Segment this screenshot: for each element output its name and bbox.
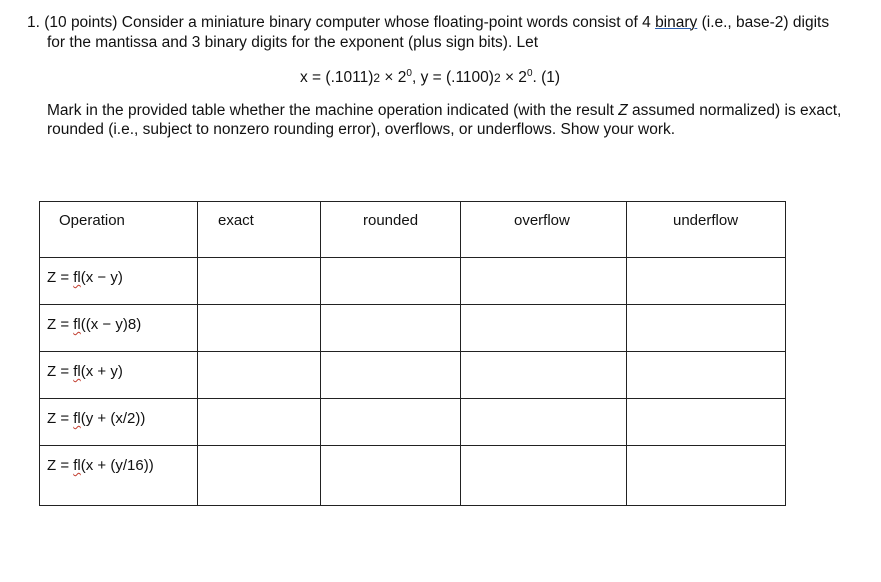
overflow-cell[interactable] <box>461 305 627 352</box>
table-header-row <box>40 202 786 258</box>
formula: $x = (.1011)2 \times 2^0$, $y = (.1100)2 \times 2^0$. (1) <box>300 67 561 86</box>
question-line-5: rounded (i.e., subject to nonzero rounding error), overflows, or underflows. Show your work. <box>47 121 676 138</box>
table-row <box>40 399 786 446</box>
table-row <box>40 258 786 305</box>
question-line-4: Mark in the provided table whether the machine operation indicated (with the result Z assumed normalized) is exact, <box>47 102 842 119</box>
operation-cell: Z = fl(x − y) <box>40 258 198 305</box>
header-rounded: rounded <box>321 202 461 258</box>
underflow-cell[interactable] <box>627 446 786 506</box>
table-row <box>40 352 786 399</box>
exact-cell[interactable] <box>198 399 321 446</box>
overflow-cell[interactable] <box>461 352 627 399</box>
question-line-2: for the mantissa and 3 binary digits for the exponent (plus sign bits). Let <box>47 34 539 51</box>
exact-cell[interactable] <box>198 305 321 352</box>
operation-cell: Z = fl(x + (y/16)) <box>40 446 198 506</box>
header-exact: exact <box>198 202 321 258</box>
operation-cell: Z = fl((x − y)8) <box>40 305 198 352</box>
header-overflow: overflow <box>461 202 627 258</box>
rounded-cell[interactable] <box>321 446 461 506</box>
underflow-cell[interactable] <box>627 399 786 446</box>
header-underflow: underflow <box>627 202 786 258</box>
underflow-cell[interactable] <box>627 352 786 399</box>
underflow-cell[interactable] <box>627 305 786 352</box>
question-line-1: 1. (10 points) Consider a miniature binary computer whose floating-point words consist of 4 binary (i.e., base-2) digits <box>27 14 830 31</box>
fl-function: fl <box>73 316 81 333</box>
overflow-cell[interactable] <box>461 258 627 305</box>
operations-table <box>39 201 786 506</box>
overflow-cell[interactable] <box>461 446 627 506</box>
fl-function: fl <box>73 457 81 474</box>
rounded-cell[interactable] <box>321 399 461 446</box>
rounded-cell[interactable] <box>321 352 461 399</box>
rounded-cell[interactable] <box>321 305 461 352</box>
exact-cell[interactable] <box>198 258 321 305</box>
fl-function: fl <box>73 410 81 427</box>
fl-function: fl <box>73 363 81 380</box>
header-operation: Operation <box>40 202 198 258</box>
underflow-cell[interactable] <box>627 258 786 305</box>
operation-cell: Z = fl(x + y) <box>40 352 198 399</box>
rounded-cell[interactable] <box>321 258 461 305</box>
table-row <box>40 446 786 506</box>
table-row <box>40 305 786 352</box>
fl-function: fl <box>73 269 81 286</box>
exact-cell[interactable] <box>198 446 321 506</box>
overflow-cell[interactable] <box>461 399 627 446</box>
exact-cell[interactable] <box>198 352 321 399</box>
operation-cell: Z = fl(y + (x/2)) <box>40 399 198 446</box>
binary-link[interactable]: binary <box>655 14 698 31</box>
